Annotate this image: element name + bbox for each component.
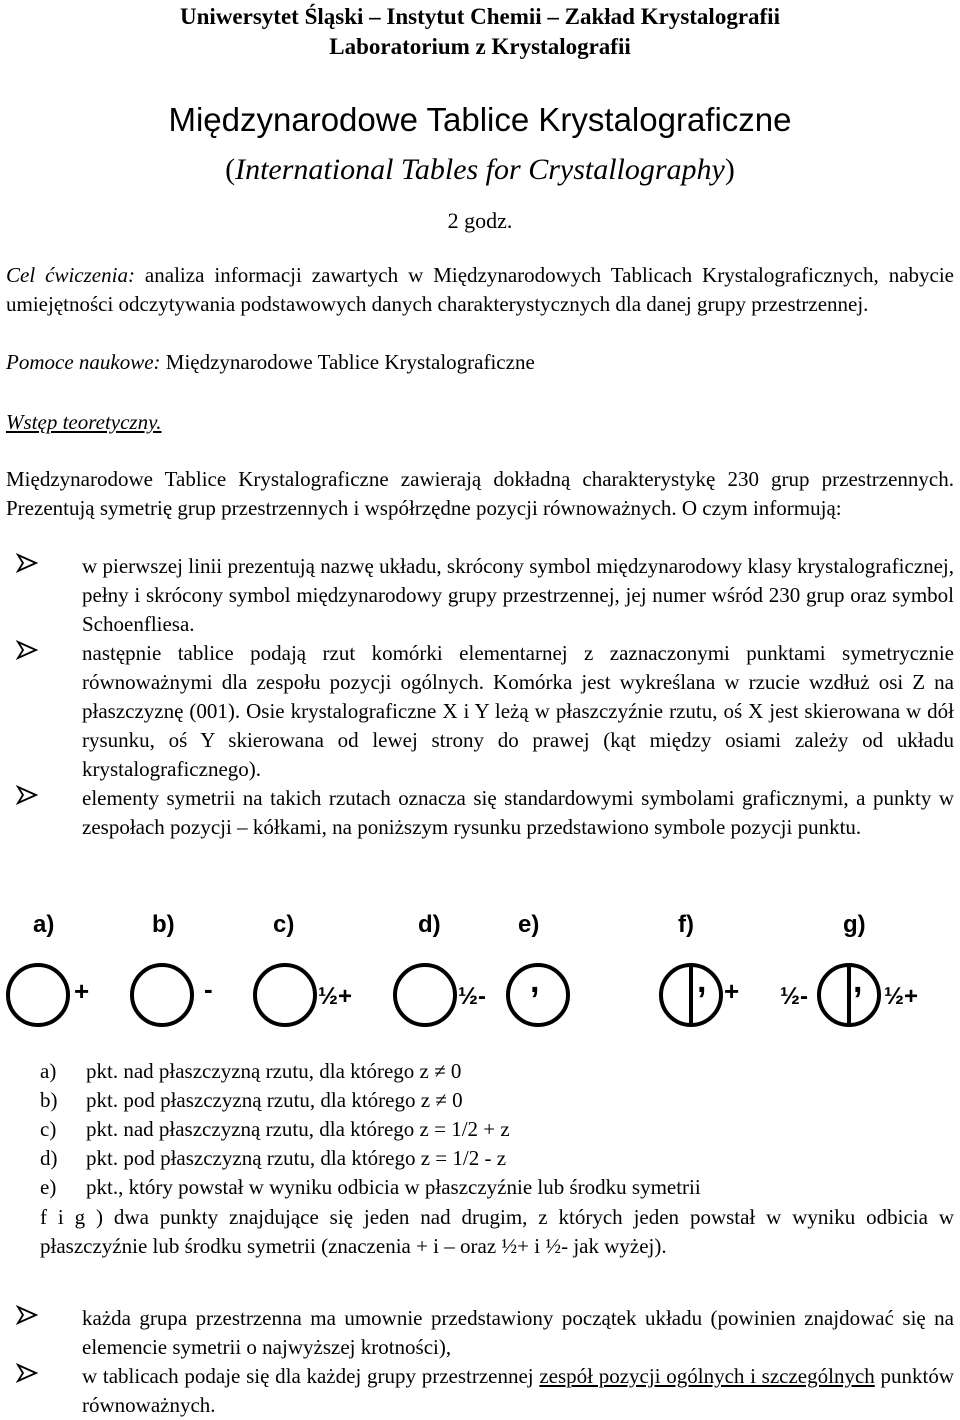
- symbol-legend: [40, 1057, 956, 1202]
- subtitle-italic: International Tables for Crystallography: [235, 153, 725, 186]
- subtitle-close-paren: ): [724, 153, 735, 186]
- legend-text: pkt., który powstał w wyniku odbicia w płaszczyźnie lub środku symetrii: [86, 1175, 701, 1199]
- bullet-item: [6, 784, 954, 842]
- figure-label-b: b): [152, 911, 175, 938]
- info-bullet-list: [6, 552, 954, 842]
- sign-a: +: [74, 976, 90, 1006]
- header-line-1: Uniwersytet Śląski – Instytut Chemii – Zakład Krystalografii: [180, 4, 780, 29]
- figure-label-e: e): [518, 911, 540, 938]
- legend-label: a): [40, 1059, 57, 1083]
- header-line-2: Laboratorium z Krystalografii: [329, 34, 631, 59]
- comma-f: ,: [697, 962, 707, 1000]
- legend-item: [40, 1115, 956, 1144]
- bullet-text: każda grupa przestrzenna ma umownie przedstawiony początek układu (powinien znajdować się na elemencie symetrii o najwyższej krotności),: [82, 1306, 954, 1359]
- legend-label: c): [40, 1117, 57, 1141]
- arrow-bullet-icon: [16, 639, 56, 668]
- figure-label-c: c): [273, 911, 295, 938]
- goal-paragraph: [6, 261, 954, 319]
- figure-label-g: g): [843, 911, 866, 938]
- symbol-circle-d: [395, 965, 455, 1025]
- symbol-circle-c: [255, 965, 315, 1025]
- figure-label-f: f): [678, 911, 694, 938]
- institution-header: [0, 2, 960, 62]
- legend-item: [40, 1144, 956, 1173]
- legend-text: pkt. nad płaszczyzną rzutu, dla którego z ≠ 0: [86, 1059, 462, 1083]
- page-title: Międzynarodowe Tablice Krystalograficzne: [168, 101, 792, 138]
- bullet-text: elementy symetrii na takich rzutach oznacza się standardowymi symbolami graficznymi, a punkty w zespołach pozycji – kółkami, na poniższym rysunku przedstawiono symbole pozycji punktu.: [82, 786, 954, 839]
- legend-label: d): [40, 1146, 58, 1170]
- aids-label: Pomoce naukowe:: [6, 350, 161, 374]
- legend-item: [40, 1173, 956, 1202]
- legend-label: e): [40, 1175, 57, 1199]
- aids-paragraph: [6, 348, 954, 377]
- section-heading: Wstęp teoretyczny.: [6, 410, 162, 434]
- bullet-underlined-text: zespół pozycji ogólnych i szczególnych: [539, 1364, 875, 1388]
- subtitle-open-paren: (: [225, 153, 236, 186]
- duration-label: 2 godz.: [447, 208, 513, 233]
- symbol-circle-b: [132, 965, 192, 1025]
- position-symbols-figure: [0, 900, 960, 1040]
- goal-text: analiza informacji zawartych w Międzynarodowych Tablicach Krystalograficznych, nabycie umiejętności odczytywania podstawowych danych charakterystycznych dla danej grupy przestrzennej.: [6, 263, 955, 316]
- sign-g-right: ½+: [884, 983, 919, 1010]
- bullet-text: w tablicach podaje się dla każdej grupy przestrzennej: [82, 1364, 540, 1388]
- arrow-bullet-icon: [16, 784, 56, 813]
- bullet-text-end: punktów równoważnych.: [82, 1364, 954, 1417]
- sign-d: ½-: [458, 983, 487, 1010]
- intro-paragraph: Międzynarodowe Tablice Krystalograficzne zawierają dokładną charakterystykę 230 grup przestrzennych. Prezentują symetrię grup przestrzennych i współrzędne pozycji równoważnych. O czym informują:: [6, 467, 954, 520]
- legend-text: pkt. pod płaszczyzną rzutu, dla którego z = 1/2 - z: [86, 1146, 507, 1170]
- bullet-text: następnie tablice podają rzut komórki elementarnej z zaznaczonymi punktami symetrycznie równoważnymi dla zespołu pozycji ogólnych. Komórka jest wykreślana w rzucie wzdłuż osi Z na płaszczyznę (001). Osie krystalograficzne X i Y leżą w płaszczyźnie rzutu, oś X jest skierowana w dół rysunku, oś Y skierowana od lewej strony do prawej (kąt między osiami zależy od układu krystalograficznego).: [82, 641, 954, 781]
- arrow-bullet-icon: [16, 1362, 56, 1391]
- bullet-item: [6, 552, 954, 639]
- bullet-item: [6, 639, 954, 784]
- bullet-text: w pierwszej linii prezentują nazwę układu, skrócony symbol międzynarodowy klasy krystalograficznej, pełny i skrócony symbol międzynarodowy grupy przestrzennej, jej numer wśród 230 grup oraz symbol Schoenfliesa.: [82, 554, 954, 636]
- legend-label: b): [40, 1088, 58, 1112]
- sign-g-left: ½-: [780, 983, 809, 1010]
- legend-item: [40, 1057, 956, 1086]
- final-bullet-list: [6, 1304, 954, 1420]
- aids-text: Międzynarodowe Tablice Krystalograficzne: [160, 350, 535, 374]
- figure-label-a: a): [33, 911, 55, 938]
- page-subtitle: [0, 152, 960, 188]
- figure-label-d: d): [418, 911, 441, 938]
- sign-c: ½+: [318, 983, 353, 1010]
- sign-f: +: [724, 976, 740, 1006]
- sign-b: -: [204, 974, 213, 1004]
- arrow-bullet-icon: [16, 552, 56, 581]
- legend-item: [40, 1086, 956, 1115]
- fg-note-paragraph: f i g ) dwa punkty znajdujące się jeden nad drugim, z których jeden powstał w wyniku odbicia w płaszczyźnie lub środku symetrii (znaczenia + i – oraz ½+ i ½- jak wyżej).: [40, 1205, 954, 1258]
- comma-e: ,: [530, 962, 540, 1000]
- bullet-item: [6, 1304, 954, 1362]
- bullet-item: [6, 1362, 954, 1420]
- legend-text: pkt. pod płaszczyzną rzutu, dla którego z ≠ 0: [86, 1088, 463, 1112]
- comma-g: ,: [853, 962, 863, 1000]
- legend-text: pkt. nad płaszczyzną rzutu, dla którego z = 1/2 + z: [86, 1117, 510, 1141]
- goal-label: Cel ćwiczenia:: [6, 263, 135, 287]
- symbol-circle-a: [8, 965, 68, 1025]
- arrow-bullet-icon: [16, 1304, 56, 1333]
